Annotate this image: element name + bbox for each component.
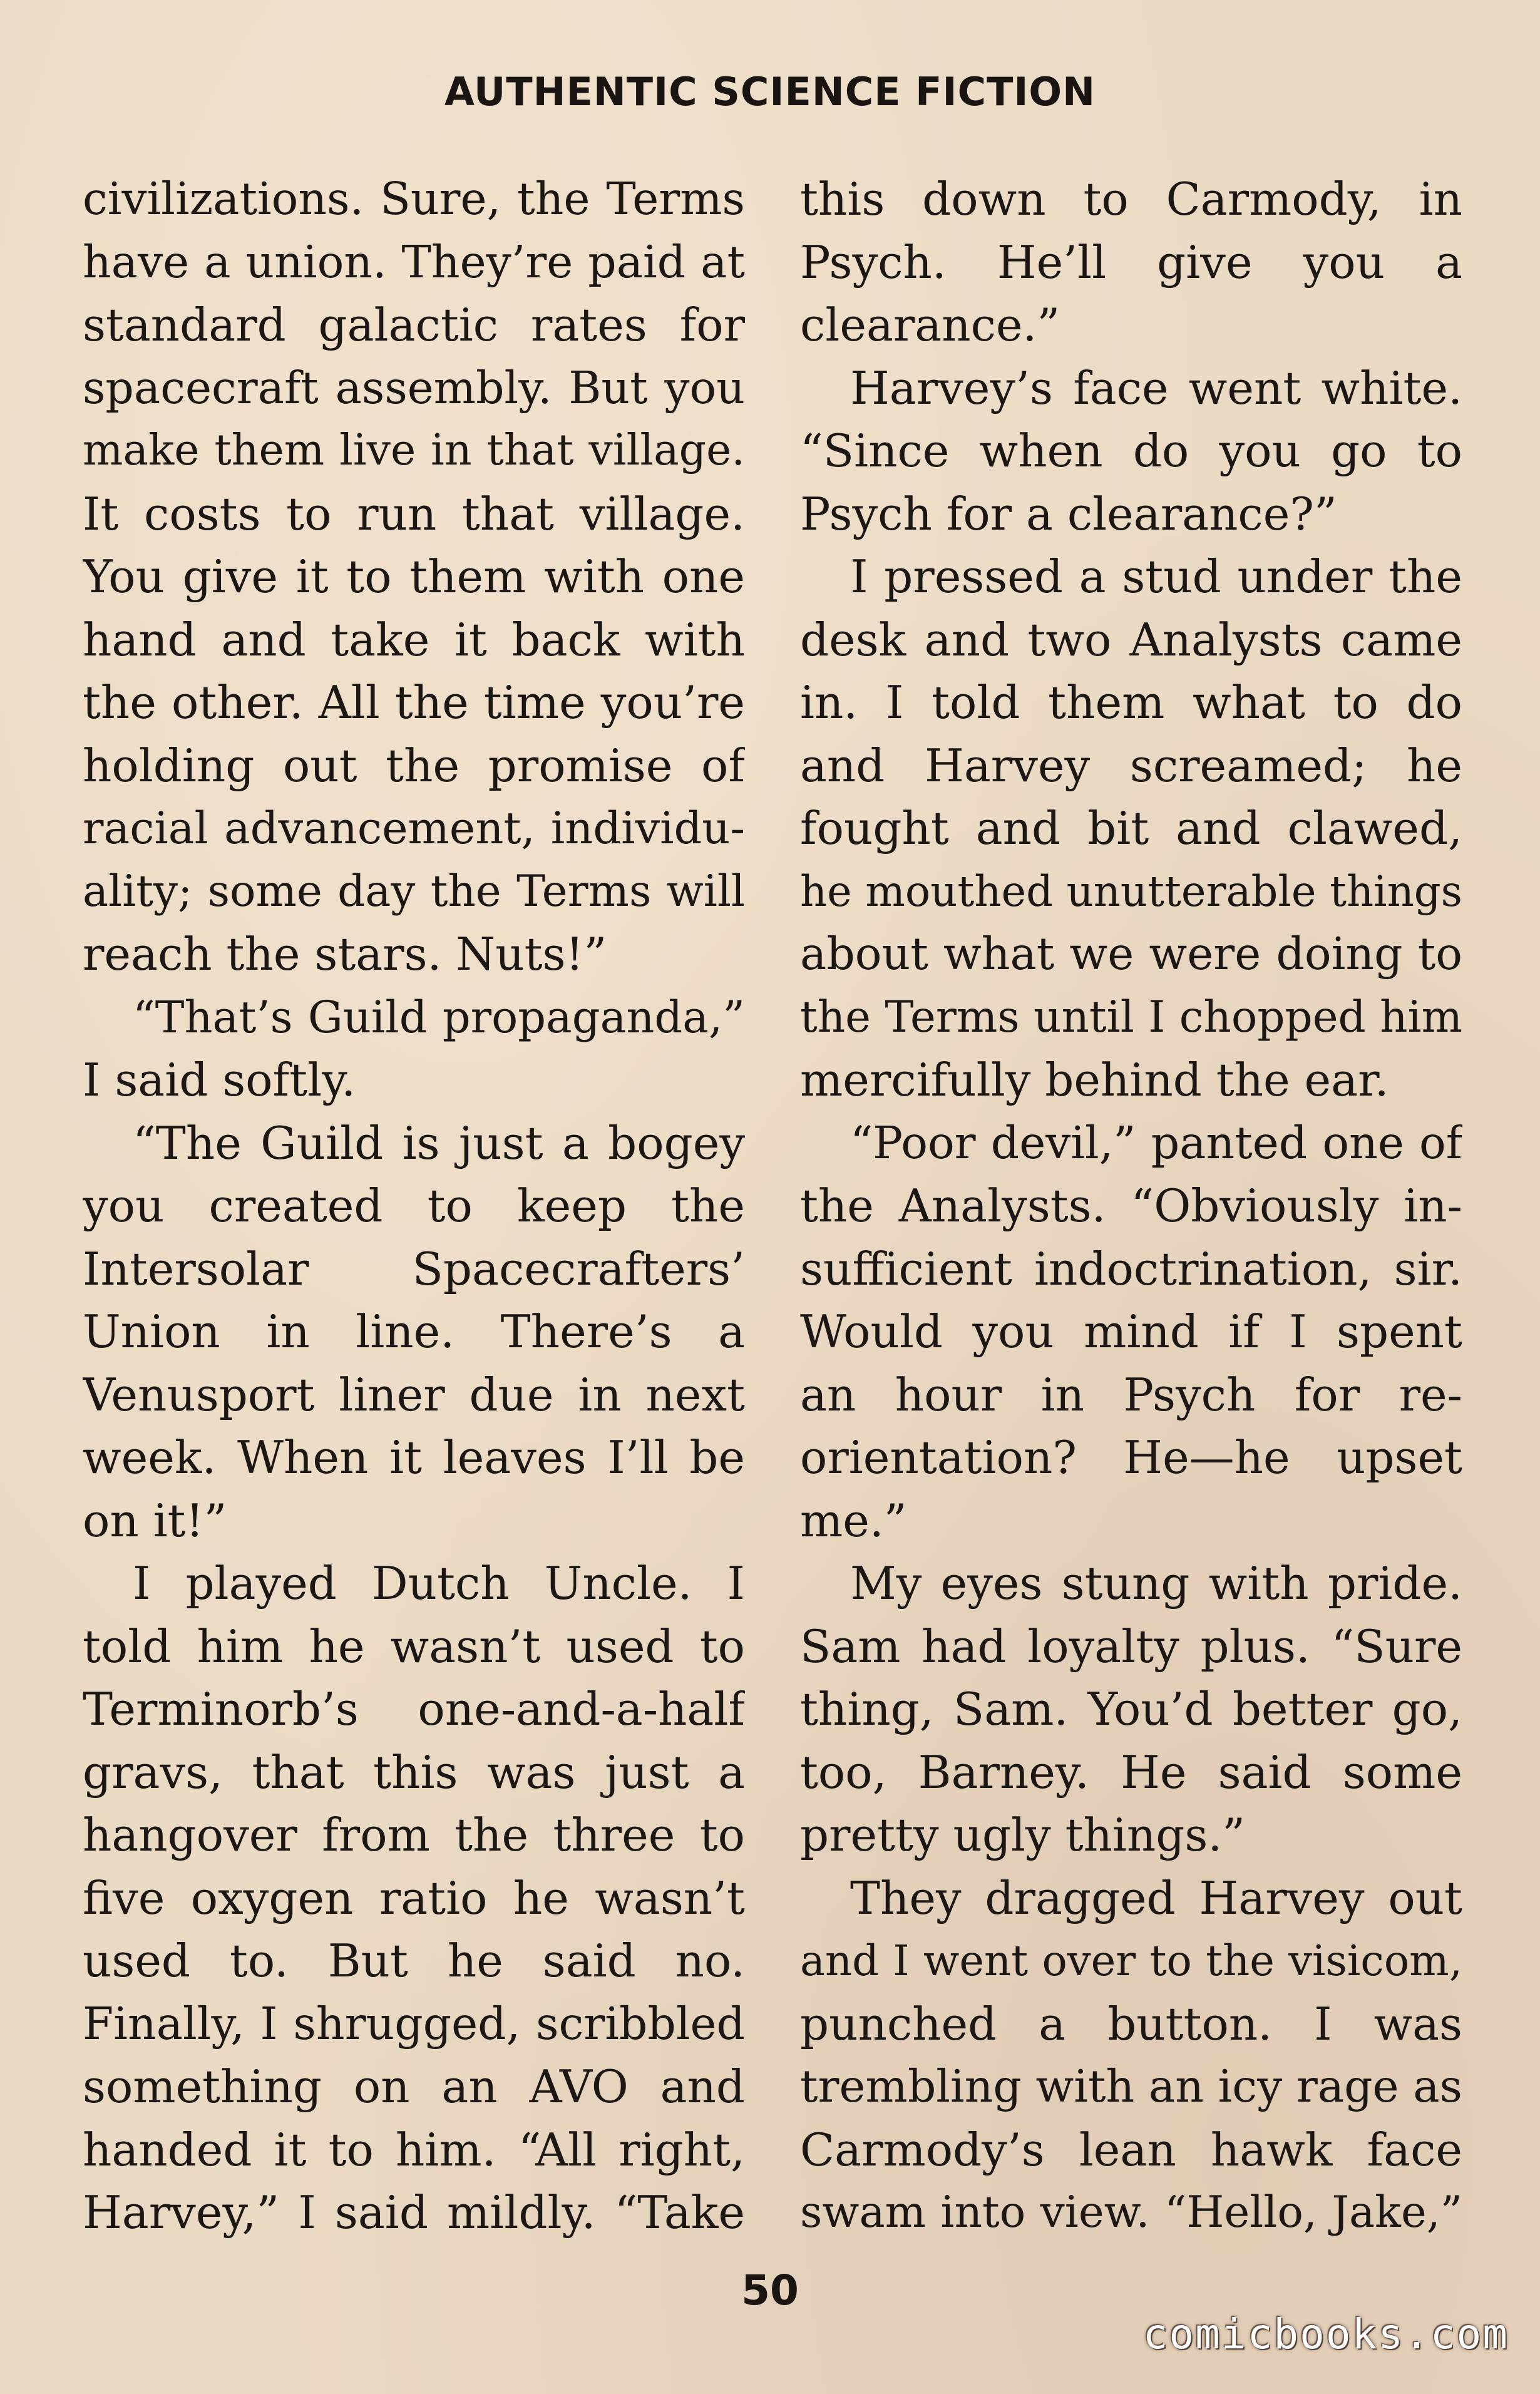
text-line: handed it to him. “All right,	[83, 2123, 745, 2176]
text-line: I pressed a stud under the	[850, 550, 1462, 603]
text-line: “That’s Guild propaganda,”	[133, 991, 745, 1043]
left-column	[83, 168, 745, 2244]
text-line: week. When it leaves I’ll be	[83, 1431, 745, 1484]
text-line: trembling with an icy rage as	[800, 2060, 1462, 2112]
watermark-text: comicbooks.com	[1142, 2310, 1509, 2358]
page-number: 50	[741, 2266, 799, 2314]
text-line: too, Barney. He said some	[800, 1745, 1462, 1799]
text-line: desk and two Analysts came	[800, 613, 1462, 666]
text-line: Sam had loyalty plus. “Sure	[800, 1620, 1462, 1673]
text-line: “Since when do you go to	[800, 424, 1462, 477]
text-line: thing, Sam. You’d better go,	[800, 1683, 1462, 1735]
text-line: he mouthed unutterable things	[800, 866, 1462, 916]
text-line: have a union. They’re paid at	[83, 235, 745, 288]
text-line: “The Guild is just a bogey	[133, 1116, 745, 1169]
text-line: Finally, I shrugged, scribbled	[83, 1997, 745, 2050]
text-line: you created to keep the	[83, 1179, 745, 1232]
text-line: Venusport liner due in next	[83, 1368, 745, 1421]
text-line: about what we were doing to	[800, 928, 1462, 980]
text-line: It costs to run that village.	[83, 487, 745, 540]
text-line: Harvey,” I said mildly. “Take	[83, 2186, 745, 2239]
right-column	[800, 168, 1462, 2244]
text-line: swam into view. “Hello, Jake,”	[800, 2187, 1462, 2237]
text-line: ality; some day the Terms will	[83, 866, 745, 917]
text-line: hangover from the three to	[83, 1809, 745, 1861]
text-line: this down to Carmody, in	[800, 173, 1462, 225]
text-line: sufficient indoctrination, sir.	[800, 1242, 1462, 1295]
running-head: AUTHENTIC SCIENCE FICTION	[444, 69, 1096, 115]
text-line: punched a button. I was	[800, 1997, 1462, 2050]
text-line: civilizations. Sure, the Terms	[83, 173, 745, 225]
text-line: something on an AVO and	[83, 2060, 745, 2113]
text-line: mercifully behind the ear.	[800, 1054, 1389, 1106]
text-line: holding out the promise of	[83, 739, 745, 792]
text-line: reach the stars. Nuts!”	[83, 928, 607, 980]
text-line: Harvey’s face went white.	[850, 361, 1462, 414]
text-line: racial advancement, individu-	[83, 803, 745, 854]
text-line: Carmody’s lean hawk face	[800, 2123, 1462, 2176]
text-line: orientation? He—he upset	[800, 1431, 1462, 1484]
text-line: pretty ugly things.”	[800, 1809, 1246, 1861]
text-line: the Analysts. “Obviously in-	[800, 1179, 1462, 1232]
text-line: and I went over to the visicom,	[800, 1936, 1462, 1985]
text-line: five oxygen ratio he wasn’t	[83, 1871, 745, 1924]
text-line: used to. But he said no.	[83, 1934, 745, 1987]
text-line: clearance.”	[800, 299, 1060, 351]
text-line: told him he wasn’t used to	[83, 1620, 745, 1673]
text-line: You give it to them with one	[83, 550, 745, 603]
text-line: spacecraft assembly. But you	[83, 361, 745, 414]
text-line: Intersolar Spacecrafters’	[83, 1242, 745, 1295]
text-line: Union in line. There’s a	[83, 1305, 745, 1358]
text-line: Would you mind if I spent	[800, 1305, 1462, 1358]
text-line: make them live in that village.	[83, 426, 745, 475]
text-line: on it!”	[83, 1494, 227, 1547]
text-line: I played Dutch Uncle. I	[133, 1557, 745, 1610]
text-line: I said softly.	[83, 1054, 356, 1106]
text-line: standard galactic rates for	[83, 299, 745, 351]
text-line: My eyes stung with pride.	[850, 1557, 1462, 1610]
text-line: an hour in Psych for re-	[800, 1368, 1462, 1421]
text-line: and Harvey screamed; he	[800, 739, 1462, 792]
text-line: gravs, that this was just a	[83, 1745, 745, 1799]
text-line: the Terms until I chopped him	[800, 992, 1462, 1042]
text-line: Psych. He’ll give you a	[800, 235, 1462, 289]
text-line: fought and bit and clawed,	[800, 802, 1462, 855]
text-line: Psych for a clearance?”	[800, 487, 1337, 540]
text-line: the other. All the time you’re	[83, 676, 745, 729]
text-line: “Poor devil,” panted one of	[850, 1116, 1462, 1169]
text-line: They dragged Harvey out	[850, 1871, 1462, 1924]
text-line: me.”	[800, 1494, 907, 1547]
text-line: in. I told them what to do	[800, 676, 1462, 729]
text-line: Terminorb’s one-and-a-half	[83, 1683, 745, 1735]
text-line: hand and take it back with	[83, 613, 745, 666]
